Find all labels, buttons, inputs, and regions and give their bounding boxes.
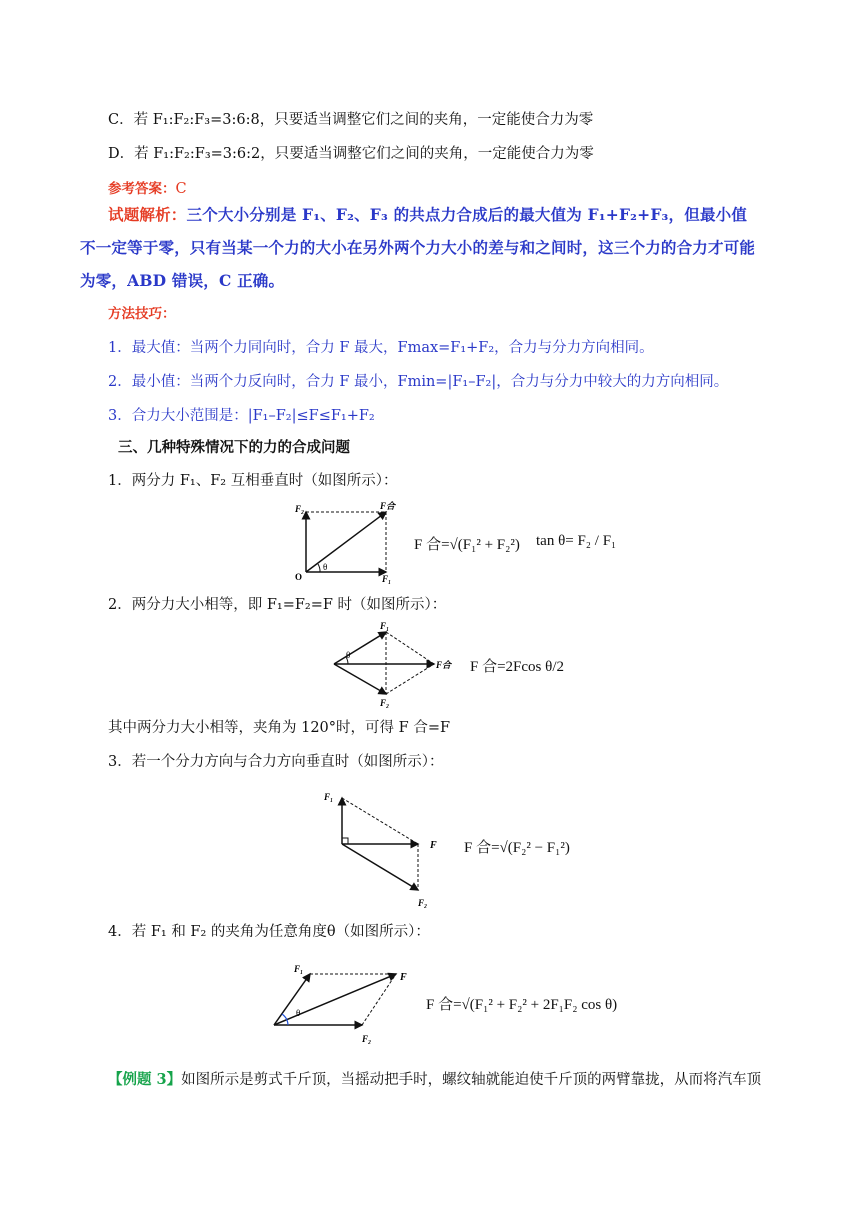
label-theta: θ	[296, 1008, 301, 1018]
answer-line	[108, 179, 187, 199]
case-1-title: 1．两分力 F₁、F₂ 互相垂直时（如图所示）：	[108, 473, 398, 489]
label-f2: F₂	[418, 898, 428, 908]
case-2-formula: F 合=2Fcos θ/2	[470, 659, 564, 675]
label-f1: F₁	[380, 621, 390, 631]
equal-forces-diagram	[328, 618, 458, 710]
label-f1: F₁	[324, 792, 334, 802]
tips-label: 方法技巧：	[108, 306, 176, 322]
case-4-formula: F 合=√(F₁² + F₂² + 2F₁F₂ cos θ)	[426, 997, 618, 1013]
label-f1: F₁	[294, 964, 304, 974]
label-f: F	[430, 840, 437, 851]
label-o: O	[295, 572, 303, 582]
case-1-formula-a: F 合=√(F₁² + F₂²)	[414, 537, 520, 553]
example-label: 【例题 3】	[108, 1071, 182, 1088]
example-3	[108, 1070, 761, 1090]
label-f2: F₂	[295, 504, 305, 514]
label-f: F	[400, 972, 407, 983]
arbitrary-angle-diagram	[266, 958, 416, 1050]
analysis-text: 三个大小分别是 F₁、F₂、F₃ 的共点力合成后的最大值为 F₁+F₂+F₃，但最小值不一定等于零，只有当某一个力的大小在另外两个力大小的差与和之间时，这三个力的合力才可能为零，ABD 错误，C 正确。	[80, 205, 756, 290]
analysis-paragraph	[80, 198, 760, 297]
case-1-formula-b: tan θ= F₂ / F₁	[536, 533, 617, 549]
label-f2: F₂	[380, 698, 390, 708]
tip-item-1: 1．最大值：当两个力同向时，合力 F 最大，Fmax=F₁+F₂，合力与分力方向相同。	[108, 340, 654, 356]
option-c: C．若 F₁:F₂:F₃=3:6:8，只要适当调整它们之间的夹角，一定能使合力为零	[108, 112, 594, 128]
analysis-label: 试题解析：	[108, 205, 187, 224]
case-3-title: 3．若一个分力方向与合力方向垂直时（如图所示）：	[108, 754, 444, 770]
section-title: 三、几种特殊情况下的力的合成问题	[118, 439, 350, 456]
label-f-he: F合	[436, 660, 452, 670]
label-f2: F₂	[362, 1034, 372, 1044]
option-d: D．若 F₁:F₂:F₃=3:6:2，只要适当调整它们之间的夹角，一定能使合力为零	[108, 146, 594, 162]
case-2-title: 2．两分力大小相等，即 F₁=F₂=F 时（如图所示）：	[108, 597, 447, 613]
label-f1: F₁	[382, 574, 392, 584]
perpendicular-forces-diagram	[290, 498, 410, 586]
answer-value: C	[175, 181, 187, 197]
label-theta: θ	[323, 562, 328, 572]
example-text: 如图所示是剪式千斤顶，当摇动把手时，螺纹轴就能迫使千斤顶的两臂靠拢，从而将汽车顶	[181, 1072, 762, 1088]
answer-label: 参考答案：	[108, 181, 176, 197]
label-theta: θ	[346, 650, 351, 660]
case-4-title: 4．若 F₁ 和 F₂ 的夹角为任意角度θ（如图所示）：	[108, 924, 430, 940]
tip-item-2: 2．最小值：当两个力反向时，合力 F 最小，Fmin=|F₁–F₂|，合力与分力中较大的力方向相同。	[108, 374, 729, 390]
label-f-he: F合	[380, 501, 396, 511]
case-3-formula: F 合=√(F₂² − F₁²)	[464, 840, 570, 856]
perpendicular-component-diagram	[320, 786, 450, 910]
case-2-note: 其中两分力大小相等，夹角为 120°时，可得 F 合=F	[108, 720, 451, 736]
tip-item-3: 3．合力大小范围是：|F₁–F₂|≤F≤F₁+F₂	[108, 408, 375, 424]
